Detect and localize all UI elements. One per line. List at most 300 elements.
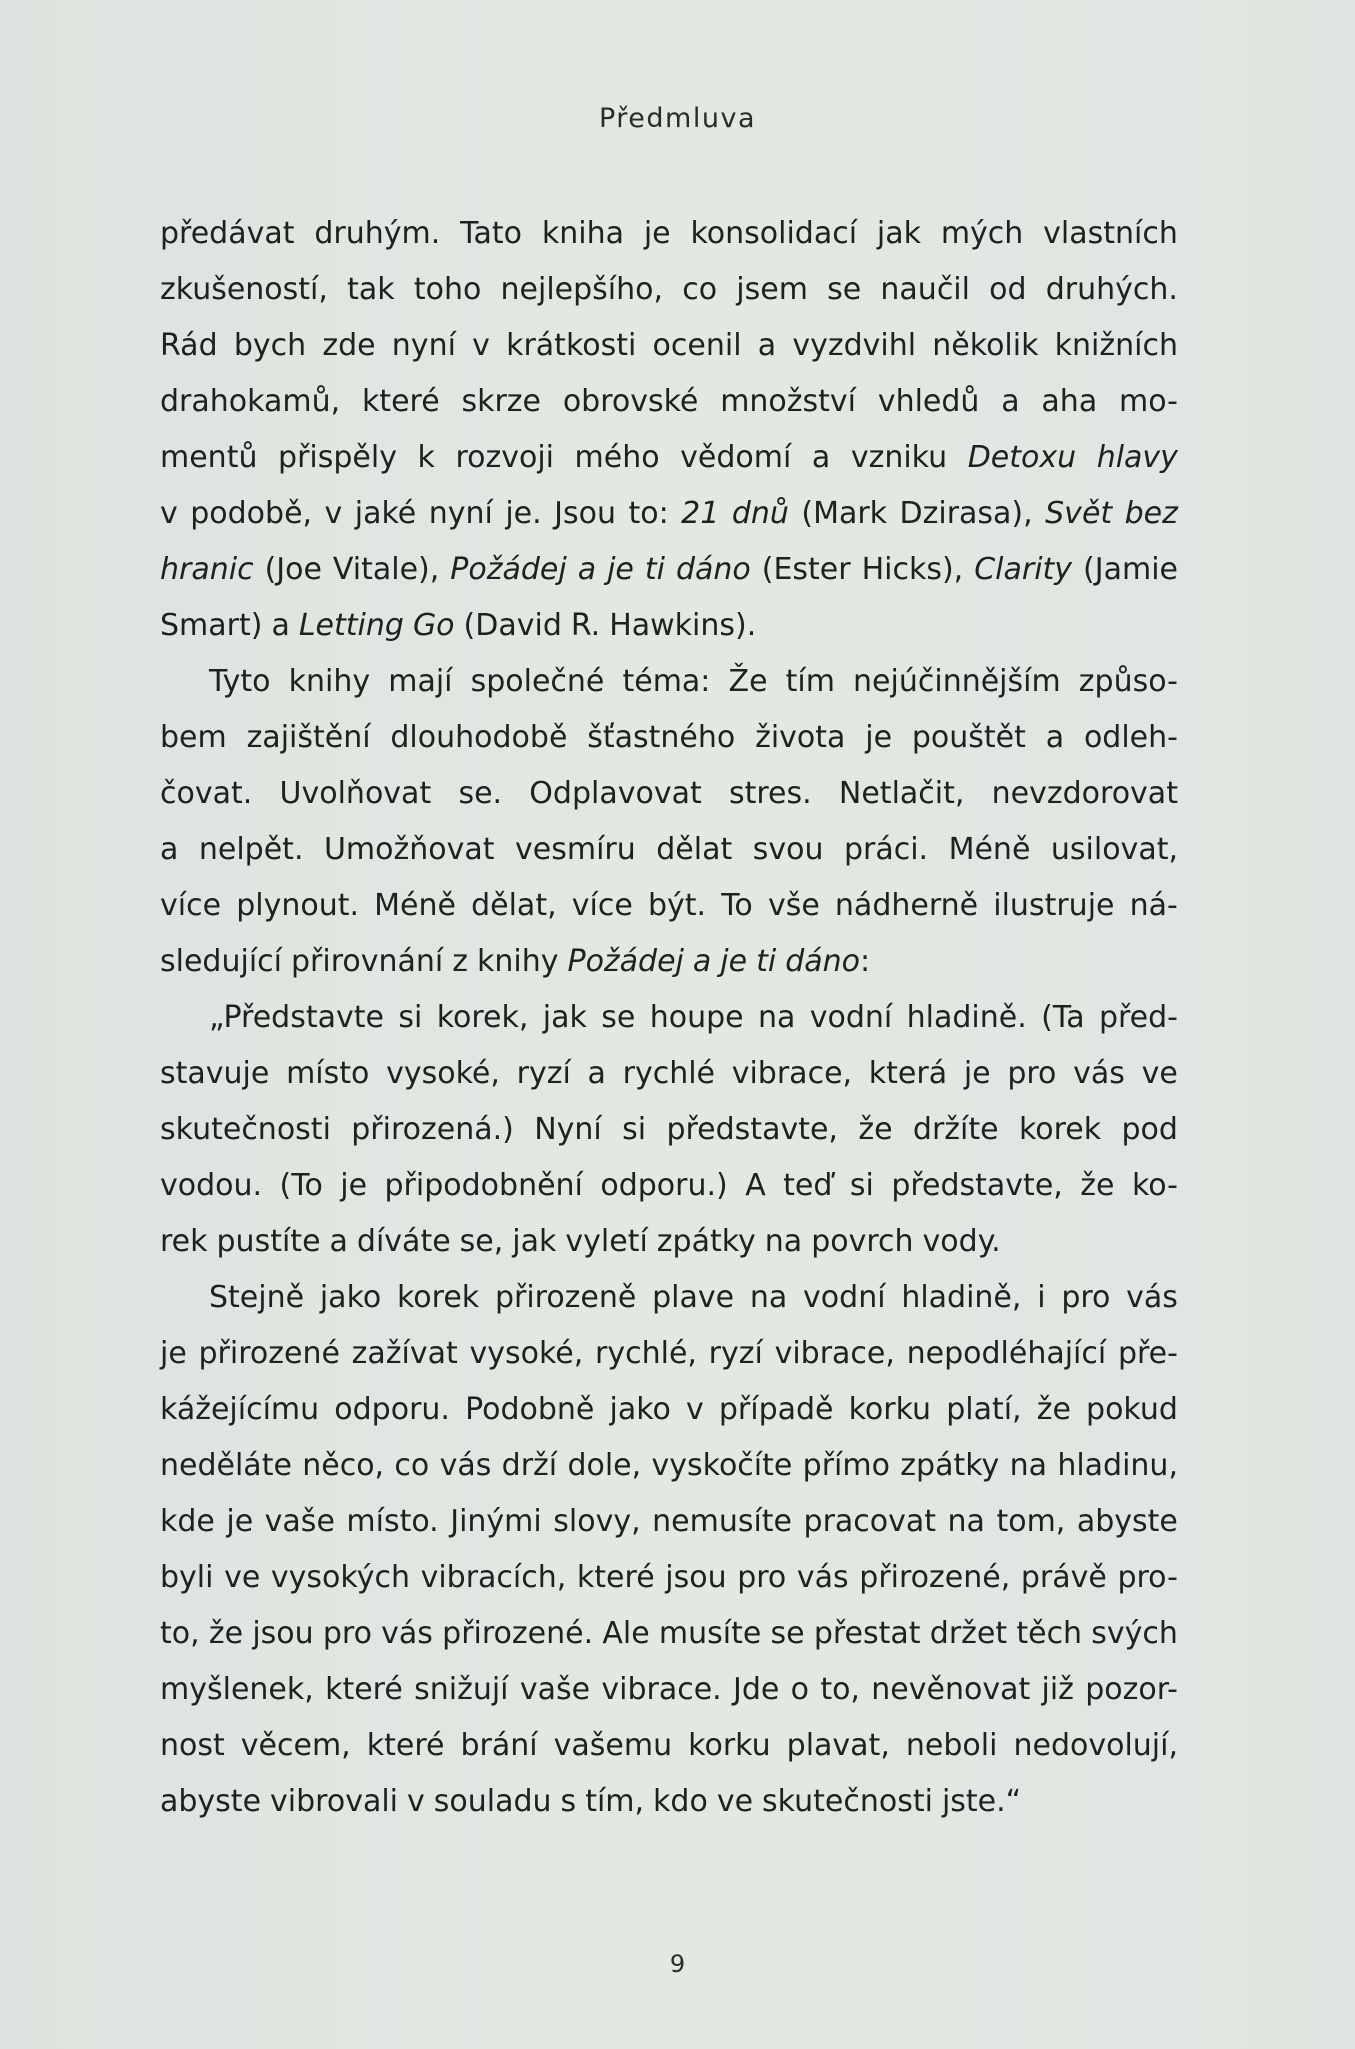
word: a bbox=[1001, 384, 1020, 419]
word: připodobnění bbox=[384, 1168, 583, 1203]
text-line bbox=[160, 710, 1178, 766]
word: které bbox=[576, 1560, 655, 1595]
word: Požádej bbox=[567, 944, 684, 979]
word: krátkosti bbox=[506, 328, 637, 363]
word: Stejně bbox=[209, 1280, 305, 1315]
word: pro bbox=[322, 1616, 372, 1651]
word: na bbox=[749, 1280, 788, 1315]
word: abyste bbox=[1076, 1504, 1178, 1539]
word: (Joe bbox=[264, 552, 322, 587]
word: je bbox=[607, 552, 634, 587]
word: jako bbox=[609, 1392, 671, 1427]
word: vysoké, bbox=[469, 1336, 584, 1371]
word: vibracích, bbox=[420, 1560, 567, 1595]
word: zde bbox=[322, 328, 376, 363]
word: Vitale), bbox=[332, 552, 440, 587]
word: nevzdorovat bbox=[991, 776, 1178, 811]
text-line bbox=[160, 654, 1178, 710]
word: ryzí bbox=[516, 1056, 571, 1091]
word: (David bbox=[463, 608, 562, 643]
word: kdo bbox=[653, 1784, 708, 1819]
word: Hawkins). bbox=[609, 608, 757, 643]
word: díváte bbox=[356, 1224, 451, 1259]
word: Letting bbox=[298, 608, 404, 643]
word: dnů bbox=[731, 496, 789, 531]
word: svou bbox=[752, 832, 824, 867]
word: A bbox=[745, 1168, 766, 1203]
word: drží bbox=[501, 1448, 558, 1483]
text-line bbox=[160, 430, 1178, 486]
word: Detoxu bbox=[967, 440, 1077, 475]
word: rychlé, bbox=[595, 1336, 697, 1371]
word: předávat bbox=[160, 216, 295, 251]
word: na bbox=[947, 1504, 985, 1539]
word: Jsou bbox=[554, 496, 616, 531]
word: a bbox=[757, 328, 777, 363]
word: je bbox=[643, 216, 671, 251]
word: souladu bbox=[433, 1784, 552, 1819]
word: bez bbox=[1124, 496, 1178, 531]
word: vhledů bbox=[877, 384, 980, 419]
word: šťastného bbox=[587, 720, 736, 755]
word: musíte bbox=[658, 1616, 762, 1651]
word: rek bbox=[160, 1224, 208, 1259]
text-line bbox=[160, 598, 1178, 654]
word: zajištění bbox=[246, 720, 371, 755]
word: to, bbox=[160, 1616, 200, 1651]
word: (Ester bbox=[761, 552, 851, 587]
word: vibrace, bbox=[774, 1336, 895, 1371]
word: nyní bbox=[428, 496, 493, 531]
word: společné bbox=[470, 664, 605, 699]
word: vyletí bbox=[565, 1224, 648, 1259]
word: čovat. bbox=[160, 776, 253, 811]
running-head: Předmluva bbox=[598, 103, 756, 134]
word: vědomí bbox=[680, 440, 792, 475]
word: skutečnosti bbox=[762, 1784, 933, 1819]
word: Svět bbox=[1045, 496, 1113, 531]
word: na bbox=[1009, 1448, 1047, 1483]
word: druhým. bbox=[314, 216, 441, 251]
word: zkušeností, bbox=[160, 272, 328, 307]
word: nelpět. bbox=[198, 832, 304, 867]
text-line bbox=[160, 1270, 1178, 1326]
word: vašemu bbox=[553, 1728, 673, 1763]
word: na bbox=[757, 1000, 796, 1035]
text-line bbox=[160, 262, 1178, 318]
word: pro bbox=[1061, 1280, 1111, 1315]
word: Nyní bbox=[534, 1112, 602, 1147]
word: si bbox=[849, 1168, 874, 1203]
text-line bbox=[160, 766, 1178, 822]
word: nevěnovat bbox=[871, 1672, 1031, 1707]
word: těch bbox=[1016, 1616, 1083, 1651]
word: povrch bbox=[811, 1224, 914, 1259]
word: obrovské bbox=[562, 384, 699, 419]
word: množství bbox=[720, 384, 857, 419]
word: v bbox=[472, 328, 490, 363]
word: vodní bbox=[803, 1280, 886, 1315]
word: a bbox=[160, 832, 179, 867]
word: Méně bbox=[948, 832, 1031, 867]
word: která bbox=[868, 1056, 948, 1091]
word: jsem bbox=[736, 272, 808, 307]
word: je bbox=[226, 1504, 254, 1539]
word: bych bbox=[233, 328, 307, 363]
text-line bbox=[160, 1550, 1178, 1606]
word: R. bbox=[570, 608, 601, 643]
word: korku bbox=[688, 1728, 771, 1763]
word: nádherně bbox=[834, 888, 979, 923]
word: a bbox=[329, 1224, 348, 1259]
word: dělat, bbox=[471, 888, 557, 923]
word: Ale bbox=[602, 1616, 650, 1651]
word: mo- bbox=[1119, 384, 1178, 419]
word: knihy bbox=[476, 944, 559, 979]
word: ve bbox=[1141, 1056, 1178, 1091]
word: být. bbox=[647, 888, 707, 923]
word: nemusíte bbox=[652, 1504, 793, 1539]
word: přispěly bbox=[278, 440, 397, 475]
word: knihy bbox=[288, 664, 371, 699]
word: kniha bbox=[541, 216, 624, 251]
word: nejlepšího, bbox=[500, 272, 664, 307]
word: jak bbox=[876, 216, 921, 251]
word: i bbox=[1037, 1280, 1046, 1315]
word: které bbox=[361, 384, 440, 419]
word: jaké bbox=[354, 496, 417, 531]
word: k bbox=[417, 440, 435, 475]
word: vesmíru bbox=[515, 832, 636, 867]
text-line bbox=[160, 1382, 1178, 1438]
word: Uvolňovat bbox=[279, 776, 432, 811]
word: je. bbox=[505, 496, 542, 531]
word: téma: bbox=[622, 664, 711, 699]
word: vibrovali bbox=[270, 1784, 398, 1819]
word: života bbox=[755, 720, 846, 755]
word: se bbox=[827, 272, 862, 307]
word: držet bbox=[929, 1616, 1008, 1651]
text-line bbox=[160, 1158, 1178, 1214]
word: plave bbox=[652, 1280, 735, 1315]
word: vás bbox=[439, 1448, 492, 1483]
word: svých bbox=[1091, 1616, 1178, 1651]
word: skrze bbox=[461, 384, 542, 419]
word: vše bbox=[767, 888, 820, 923]
word: vodní bbox=[809, 1000, 893, 1035]
text-line bbox=[160, 1102, 1178, 1158]
word: zpátky bbox=[900, 1448, 1000, 1483]
word: pře- bbox=[1117, 1336, 1178, 1371]
text-line bbox=[160, 990, 1178, 1046]
word: mají bbox=[388, 664, 453, 699]
word: od bbox=[989, 272, 1027, 307]
word: vaše bbox=[264, 1504, 335, 1539]
word: právě bbox=[1020, 1560, 1107, 1595]
word: rychlé bbox=[622, 1056, 715, 1091]
word: pouštět bbox=[911, 720, 1026, 755]
word: odporu.) bbox=[600, 1168, 728, 1203]
text-line bbox=[160, 1774, 1178, 1830]
word: stres. bbox=[728, 776, 812, 811]
word: vás bbox=[381, 1616, 433, 1651]
word: dlouhodobě bbox=[390, 720, 568, 755]
text-line bbox=[160, 1662, 1178, 1718]
word: jako bbox=[319, 1280, 382, 1315]
word: více bbox=[571, 888, 633, 923]
word: konsolidací bbox=[690, 216, 858, 251]
word: představte, bbox=[891, 1168, 1063, 1203]
word: pustíte bbox=[216, 1224, 321, 1259]
word: vás bbox=[796, 1560, 849, 1595]
word: (To bbox=[279, 1168, 323, 1203]
word: korek, bbox=[436, 1000, 529, 1035]
word: neděláte bbox=[160, 1448, 292, 1483]
word: mého bbox=[574, 440, 660, 475]
word: myšlenek, bbox=[160, 1672, 314, 1707]
word: ti bbox=[756, 944, 777, 979]
word: se, bbox=[459, 1224, 504, 1259]
word: v bbox=[685, 1392, 704, 1427]
word: vysoké, bbox=[386, 1056, 500, 1091]
word: vás bbox=[1073, 1056, 1125, 1091]
text-line bbox=[160, 934, 1178, 990]
word: usilovat, bbox=[1050, 832, 1178, 867]
word: že bbox=[1080, 1168, 1115, 1203]
word: s bbox=[560, 1784, 577, 1819]
word: ve bbox=[224, 1560, 261, 1595]
word: jak bbox=[512, 1224, 557, 1259]
word: skutečnosti bbox=[160, 1112, 331, 1147]
word: slovy, bbox=[553, 1504, 641, 1539]
word: práci. bbox=[843, 832, 929, 867]
word: abyste bbox=[160, 1784, 262, 1819]
word: které bbox=[366, 1728, 445, 1763]
word: případě bbox=[718, 1392, 834, 1427]
word: nost bbox=[160, 1728, 225, 1763]
word: korku bbox=[848, 1392, 932, 1427]
word: je bbox=[160, 1336, 187, 1371]
word: dáno bbox=[675, 552, 751, 587]
word: vaše bbox=[519, 1672, 591, 1707]
word: si bbox=[398, 1000, 423, 1035]
word: že bbox=[1036, 1392, 1071, 1427]
word: Clarity bbox=[974, 552, 1073, 587]
word: odporu. bbox=[334, 1392, 450, 1427]
text-line bbox=[160, 318, 1178, 374]
word: jsou bbox=[665, 1560, 727, 1595]
word: vibrace, bbox=[731, 1056, 853, 1091]
word: ná- bbox=[1129, 888, 1178, 923]
word: teď bbox=[783, 1168, 833, 1203]
word: několik bbox=[932, 328, 1039, 363]
word: naučil bbox=[880, 272, 970, 307]
word: přirozené, bbox=[859, 1560, 1011, 1595]
word: (Mark bbox=[801, 496, 888, 531]
word: pokud bbox=[1086, 1392, 1178, 1427]
word: „Představte bbox=[209, 1000, 384, 1035]
text-line bbox=[160, 374, 1178, 430]
word: houpe bbox=[649, 1000, 744, 1035]
word: (Jamie bbox=[1083, 552, 1178, 587]
word: přirozené bbox=[198, 1336, 340, 1371]
word: a bbox=[1045, 720, 1065, 755]
word: zažívat bbox=[351, 1336, 458, 1371]
text-line bbox=[160, 486, 1178, 542]
page-number: 9 bbox=[669, 1950, 686, 1978]
word: pro- bbox=[1117, 1560, 1178, 1595]
word: místo. bbox=[346, 1504, 439, 1539]
word: Hicks), bbox=[861, 552, 964, 587]
word: se. bbox=[458, 776, 503, 811]
text-line bbox=[160, 1438, 1178, 1494]
word: Rád bbox=[160, 328, 218, 363]
word: dole, bbox=[567, 1448, 642, 1483]
word: a bbox=[577, 552, 597, 587]
word: odleh- bbox=[1083, 720, 1178, 755]
text-line bbox=[160, 1494, 1178, 1550]
word: Podobně bbox=[465, 1392, 595, 1427]
word: dáno bbox=[785, 944, 860, 979]
word: již bbox=[1041, 1672, 1074, 1707]
text-line bbox=[160, 206, 1178, 262]
word: ti bbox=[644, 552, 665, 587]
word: přirozená.) bbox=[351, 1112, 514, 1147]
word: hladině, bbox=[901, 1280, 1022, 1315]
word: přirozené. bbox=[442, 1616, 594, 1651]
word: Tato bbox=[460, 216, 522, 251]
word: Netlačit, bbox=[838, 776, 965, 811]
word: platí, bbox=[946, 1392, 1022, 1427]
word: z bbox=[452, 944, 468, 979]
word: : bbox=[860, 944, 871, 979]
word: snižují bbox=[414, 1672, 509, 1707]
word: to, bbox=[820, 1672, 860, 1707]
word: představte, bbox=[666, 1112, 838, 1147]
word: korek bbox=[397, 1280, 480, 1315]
word: knižních bbox=[1054, 328, 1178, 363]
word: byli bbox=[160, 1560, 214, 1595]
word: co bbox=[394, 1448, 430, 1483]
word: přímo bbox=[802, 1448, 890, 1483]
word: hladinu, bbox=[1057, 1448, 1178, 1483]
word: aha bbox=[1041, 384, 1098, 419]
word: jak bbox=[542, 1000, 587, 1035]
word: způso- bbox=[1078, 664, 1178, 699]
text-line bbox=[160, 1326, 1178, 1382]
word: ve bbox=[716, 1784, 754, 1819]
word: toho bbox=[413, 272, 482, 307]
word: to: bbox=[628, 496, 669, 531]
word: vody. bbox=[922, 1224, 1001, 1259]
word: Že bbox=[728, 664, 768, 699]
word: pod bbox=[1121, 1112, 1178, 1147]
word: že bbox=[858, 1112, 893, 1147]
word: ocenil bbox=[652, 328, 742, 363]
word: mentů bbox=[160, 440, 258, 475]
text-line bbox=[160, 542, 1178, 598]
word: vibrace. bbox=[601, 1672, 722, 1707]
word: Méně bbox=[374, 888, 456, 923]
word: Dzirasa), bbox=[899, 496, 1033, 531]
word: (Ta bbox=[1041, 1000, 1085, 1035]
word: ryzí bbox=[708, 1336, 763, 1371]
word: na bbox=[764, 1224, 803, 1259]
word: pro bbox=[737, 1560, 787, 1595]
body-text bbox=[160, 206, 1178, 1830]
text-line bbox=[160, 1046, 1178, 1102]
word: více bbox=[160, 888, 222, 923]
word: pro bbox=[1007, 1056, 1057, 1091]
word: které bbox=[325, 1672, 403, 1707]
word: plynout. bbox=[236, 888, 359, 923]
word: To bbox=[721, 888, 753, 923]
word: vás bbox=[1126, 1280, 1178, 1315]
word: jste.“ bbox=[941, 1784, 1022, 1819]
word: Smart) bbox=[160, 608, 263, 643]
word: o bbox=[790, 1672, 810, 1707]
word: něco, bbox=[302, 1448, 385, 1483]
word: nyní bbox=[391, 328, 456, 363]
word: podobě, bbox=[190, 496, 313, 531]
word: Jde bbox=[733, 1672, 780, 1707]
word: kde bbox=[160, 1504, 215, 1539]
word: co bbox=[682, 272, 718, 307]
word: stavuje bbox=[160, 1056, 270, 1091]
word: že bbox=[208, 1616, 244, 1651]
word: dělat bbox=[656, 832, 733, 867]
word: hlavy bbox=[1096, 440, 1178, 475]
text-line bbox=[160, 822, 1178, 878]
word: a bbox=[271, 608, 290, 643]
word: plavat, bbox=[786, 1728, 890, 1763]
word: přestat bbox=[813, 1616, 921, 1651]
word: vlastních bbox=[1043, 216, 1178, 251]
word: v bbox=[407, 1784, 425, 1819]
word: nepodléhající bbox=[906, 1336, 1107, 1371]
word: hranic bbox=[160, 552, 254, 587]
word: je bbox=[865, 720, 893, 755]
word: Umožňovat bbox=[323, 832, 495, 867]
word: nedovolují, bbox=[1013, 1728, 1178, 1763]
word: Tyto bbox=[209, 664, 271, 699]
word: tím, bbox=[585, 1784, 645, 1819]
word: nejúčinnějším bbox=[853, 664, 1061, 699]
word: vzniku bbox=[850, 440, 948, 475]
word: Jinými bbox=[450, 1504, 542, 1539]
word: před- bbox=[1098, 1000, 1178, 1035]
word: Odplavovat bbox=[529, 776, 702, 811]
word: sledující bbox=[160, 944, 282, 979]
word: vyzdvihl bbox=[792, 328, 917, 363]
word: drahokamů, bbox=[160, 384, 341, 419]
word: a bbox=[692, 944, 712, 979]
word: bem bbox=[160, 720, 227, 755]
word: v bbox=[324, 496, 343, 531]
word: jsou bbox=[252, 1616, 314, 1651]
word: je bbox=[963, 1056, 991, 1091]
word: tím bbox=[785, 664, 835, 699]
word: si bbox=[622, 1112, 647, 1147]
word: pracovat bbox=[803, 1504, 937, 1539]
word: vysokých bbox=[270, 1560, 410, 1595]
word: vodou. bbox=[160, 1168, 263, 1203]
text-line bbox=[160, 1606, 1178, 1662]
word: pozor- bbox=[1085, 1672, 1178, 1707]
word: je bbox=[720, 944, 748, 979]
word: přirovnání bbox=[290, 944, 444, 979]
word: tak bbox=[347, 272, 395, 307]
